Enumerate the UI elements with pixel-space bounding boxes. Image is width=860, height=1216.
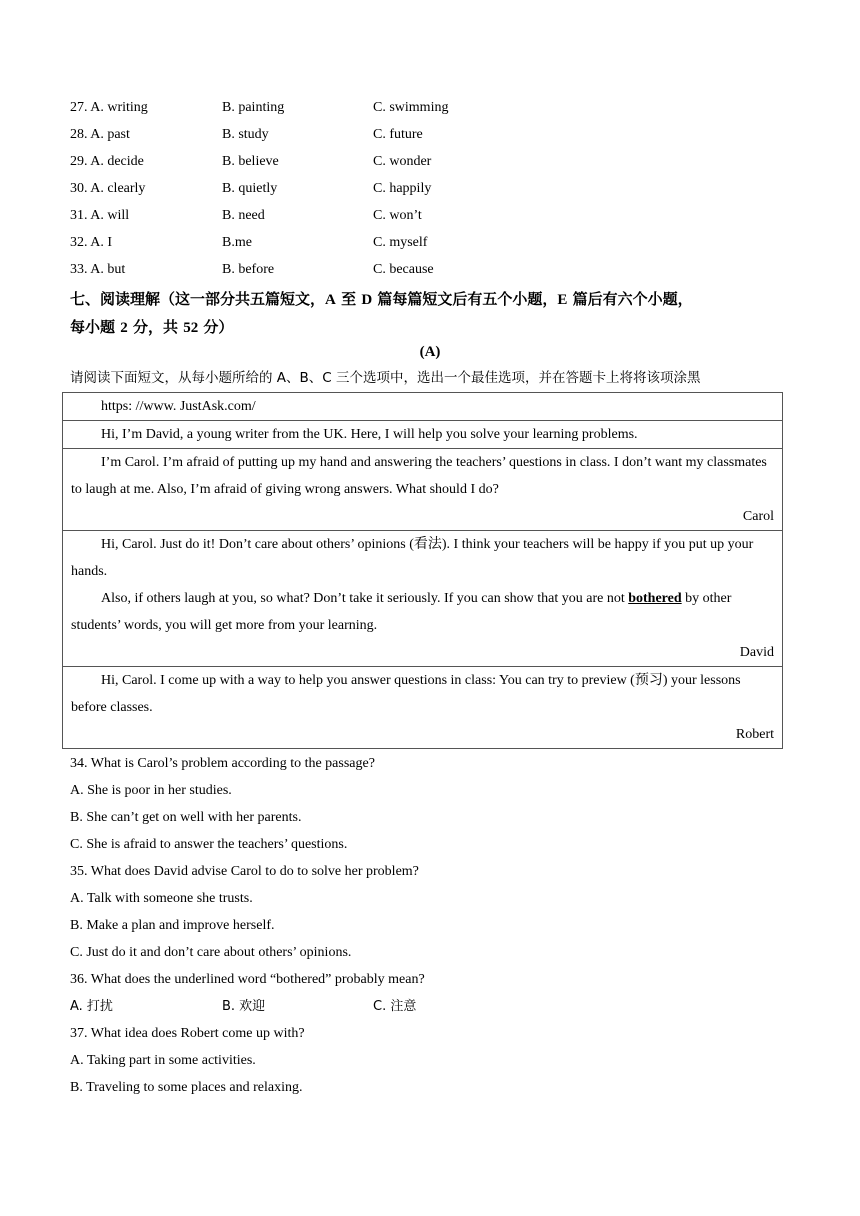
question-36-option-b: B. 欢迎	[222, 999, 266, 1014]
forum-board	[62, 392, 783, 749]
board-url: https: //www. JustAsk.com/	[101, 399, 256, 414]
option-b: B. painting	[222, 100, 285, 115]
question-36-option-c: C. 注意	[373, 999, 417, 1014]
option-c: C. because	[373, 262, 434, 277]
carol-post	[63, 448, 782, 530]
question-35-option-a: A. Talk with someone she trusts.	[70, 891, 253, 906]
board-intro-cell	[63, 420, 782, 448]
question-34: 34. What is Carol’s problem according to the passage?	[70, 756, 375, 771]
option-b: B. quietly	[222, 181, 278, 196]
question-36-option-a: A. 打扰	[70, 999, 113, 1014]
option-a: 29. A. decide	[70, 154, 144, 169]
david-post	[63, 530, 782, 666]
question-37-option-a: A. Taking part in some activities.	[70, 1053, 256, 1068]
underlined-word: bothered	[628, 591, 682, 606]
option-c: C. won’t	[373, 208, 422, 223]
question-36: 36. What does the underlined word “bothered” probably mean?	[70, 972, 425, 987]
option-a: 32. A. I	[70, 235, 112, 250]
section-heading-line-2: 每小题 2 分，共 52 分）	[70, 318, 234, 336]
david-signature: David	[739, 645, 774, 660]
section-heading	[70, 286, 790, 342]
option-a: 28. A. past	[70, 127, 130, 142]
option-b: B. study	[222, 127, 269, 142]
question-37: 37. What idea does Robert come up with?	[70, 1026, 305, 1041]
carol-text: I’m Carol. I’m afraid of putting up my hand and answering the teachers’ questions in class. I don’t want my classmates to laugh at me. Also, I’m afraid of giving wrong answers. What should I do?	[71, 455, 767, 497]
option-a: 30. A. clearly	[70, 181, 146, 196]
board-url-cell	[63, 393, 782, 420]
option-b: B.me	[222, 235, 252, 250]
option-a: 27. A. writing	[70, 100, 148, 115]
robert-post	[63, 666, 782, 748]
david-paragraph-2: Also, if others laugh at you, so what? Don’t take it seriously. If you can show that you are not bothered by other students’ words, you will get more from your learning.	[71, 591, 732, 633]
option-a: 33. A. but	[70, 262, 126, 277]
option-c: C. wonder	[373, 154, 432, 169]
david-paragraph-1: Hi, Carol. Just do it! Don’t care about others’ opinions (看法). I think your teachers will be happy if you put up your hands.	[71, 537, 754, 579]
question-34-option-b: B. She can’t get on well with her parents.	[70, 810, 302, 825]
question-37-option-b: B. Traveling to some places and relaxing.	[70, 1080, 303, 1095]
robert-text: Hi, Carol. I come up with a way to help you answer questions in class: You can try to preview (预习) your lessons before classes.	[71, 673, 741, 715]
option-b: B. need	[222, 208, 265, 223]
robert-signature: Robert	[735, 727, 774, 742]
instructions: 请阅读下面短文，从每小题所给的 A、B、C 三个选项中，选出一个最佳选项，并在答题卡上将将该项涂黑	[70, 370, 701, 386]
option-a: 31. A. will	[70, 208, 130, 223]
option-c: C. happily	[373, 181, 432, 196]
question-35: 35. What does David advise Carol to do to solve her problem?	[70, 864, 419, 879]
carol-signature: Carol	[742, 509, 774, 524]
question-34-option-c: C. She is afraid to answer the teachers’ questions.	[70, 837, 348, 852]
option-b: B. before	[222, 262, 275, 277]
option-b: B. believe	[222, 154, 279, 169]
option-c: C. myself	[373, 235, 428, 250]
question-35-option-c: C. Just do it and don’t care about others’ opinions.	[70, 945, 352, 960]
question-35-option-b: B. Make a plan and improve herself.	[70, 918, 275, 933]
option-c: C. future	[373, 127, 423, 142]
passage-label: (A)	[419, 344, 441, 360]
board-intro: Hi, I’m David, a young writer from the UK. Here, I will help you solve your learning problems.	[101, 427, 638, 442]
section-heading-line-1: 七、阅读理解（这一部分共五篇短文，A 至 D 篇每篇短文后有五个小题，E 篇后有六个小题，	[70, 290, 693, 308]
question-34-option-a: A. She is poor in her studies.	[70, 783, 232, 798]
option-c: C. swimming	[373, 100, 449, 115]
